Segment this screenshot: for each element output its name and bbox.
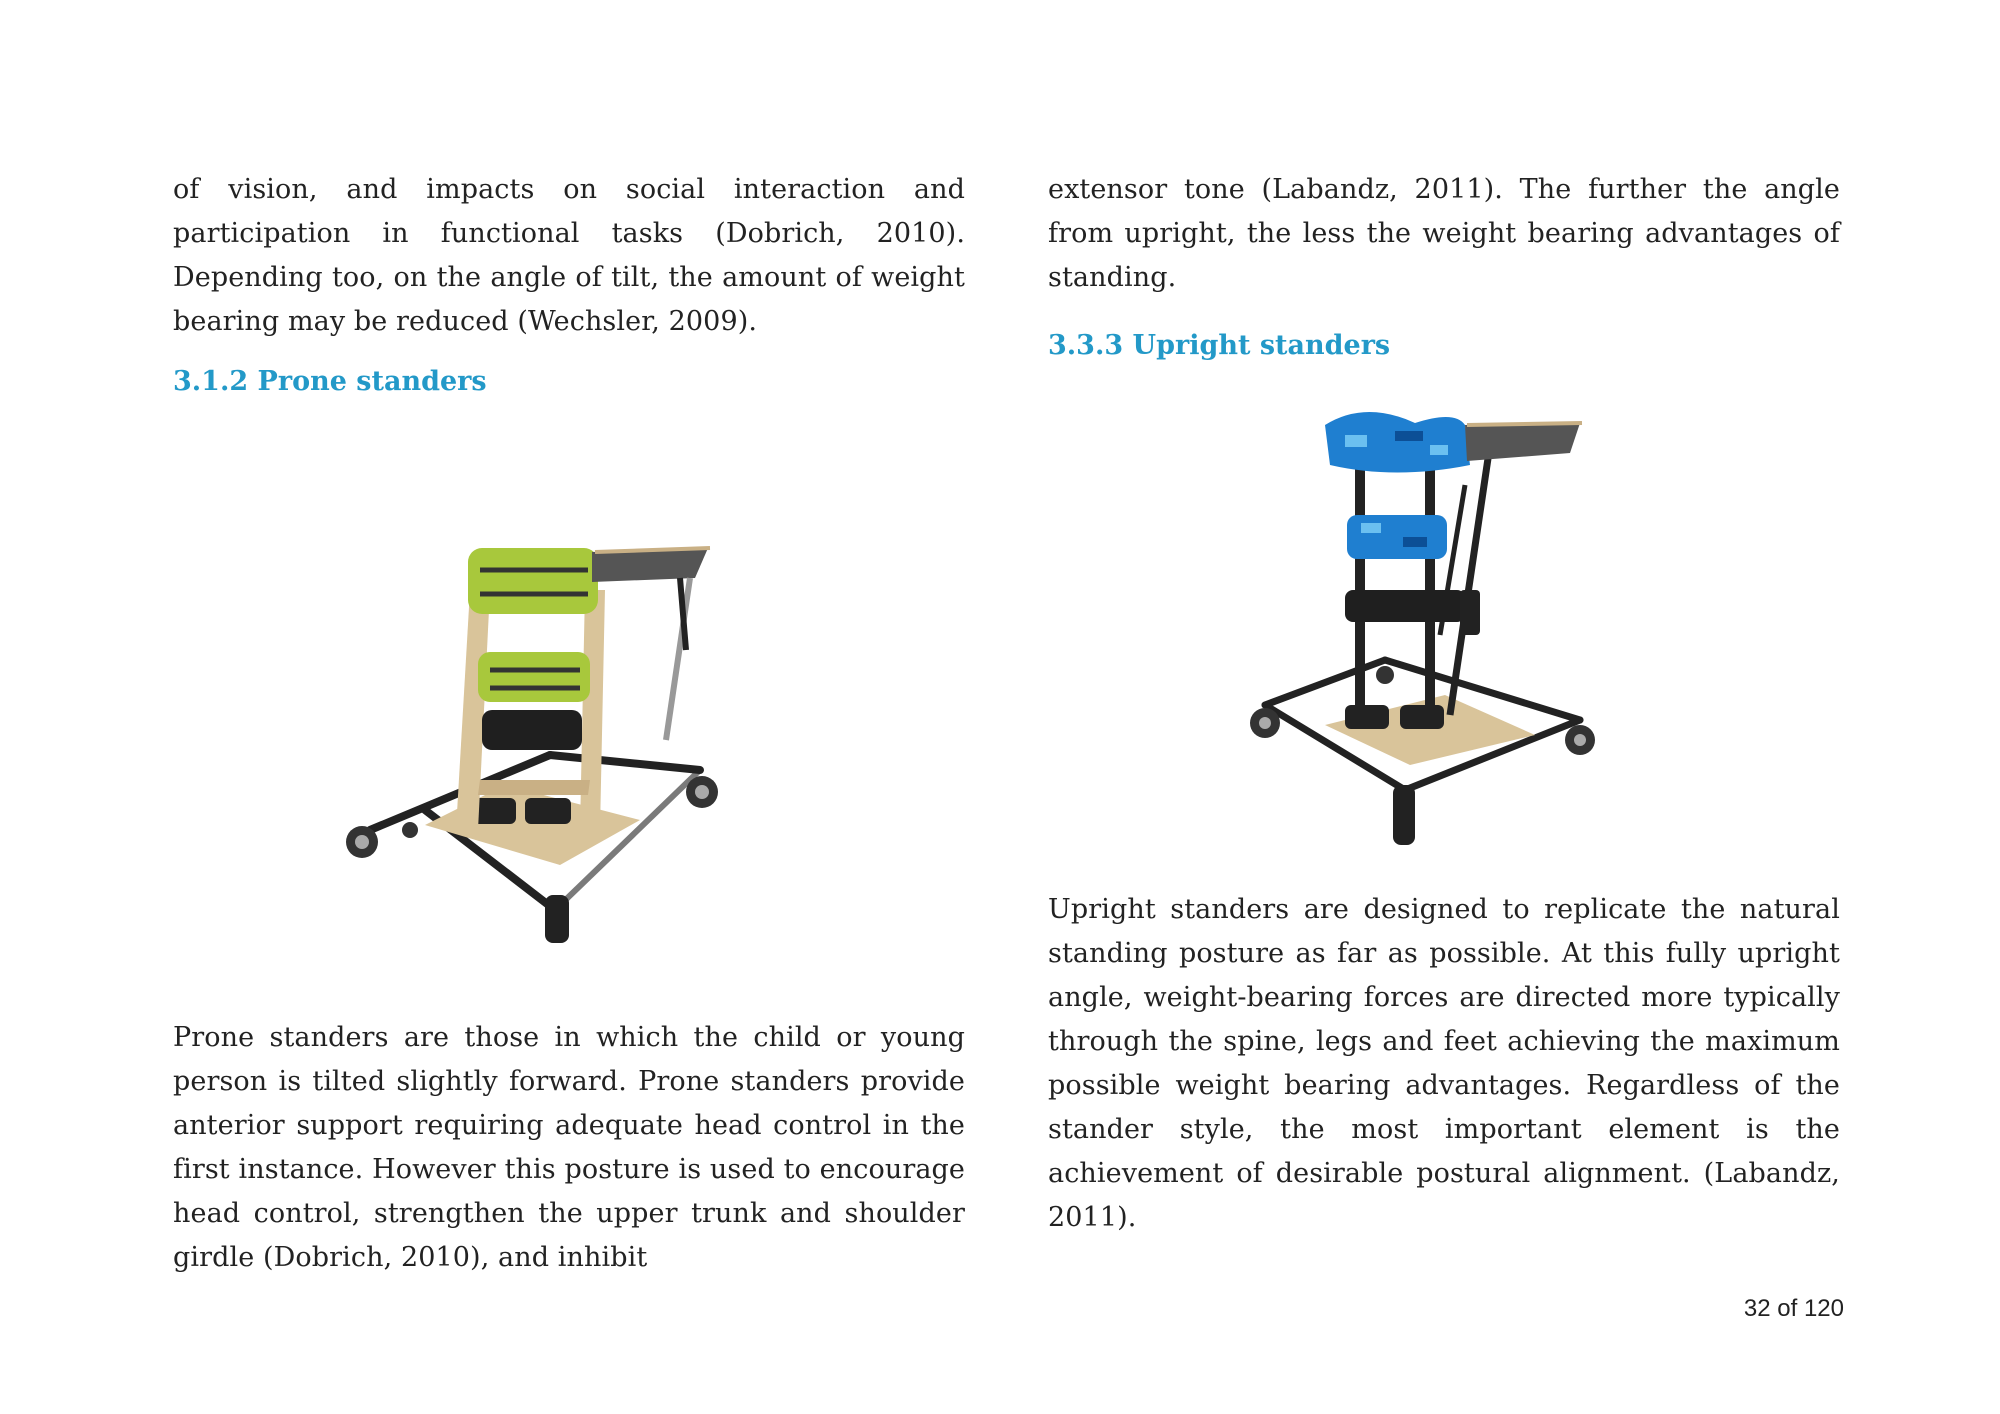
right-column-bottom	[1048, 888, 1840, 1240]
page-number: 32 of 120	[1743, 1295, 1844, 1322]
left-column-bottom	[173, 1016, 965, 1280]
right-paragraph-top: extensor tone (Labandz, 2011). The further the angle from upright, the less the weight bearing advantages of standing.	[1048, 174, 1840, 293]
prone-stander-illustration	[330, 530, 790, 950]
upright-stander-illustration	[1235, 405, 1635, 865]
left-paragraph-bottom: Prone standers are those in which the child or young person is tilted slightly forward. Prone standers provide anterior support requiring adequate head control in the first instance. However this posture is used to encourage head control, strengthen the upper trunk and shoulder girdle (Dobrich, 2010), and inhibit	[173, 1022, 965, 1273]
left-column	[173, 168, 965, 402]
right-column	[1048, 168, 1840, 366]
heading-prone-standers: 3.1.2 Prone standers	[173, 366, 487, 397]
upright-stander-image	[1235, 405, 1635, 865]
right-paragraph-bottom: Upright standers are designed to replicate the natural standing posture as far as possible. At this fully upright angle, weight-bearing forces are directed more typically through the spine, legs and feet achieving the maximum possible weight bearing advantages. Regardless of the stander style, the most important element is the achievement of desirable postural alignment. (Labandz, 2011).	[1048, 894, 1840, 1233]
heading-upright-standers: 3.3.3 Upright standers	[1048, 330, 1391, 361]
left-paragraph-top: of vision, and impacts on social interaction and participation in functional tasks (Dobrich, 2010). Depending too, on the angle of tilt, the amount of weight bearing may be reduced (Wechsler, 2009).	[173, 174, 965, 337]
prone-stander-image	[330, 530, 790, 950]
